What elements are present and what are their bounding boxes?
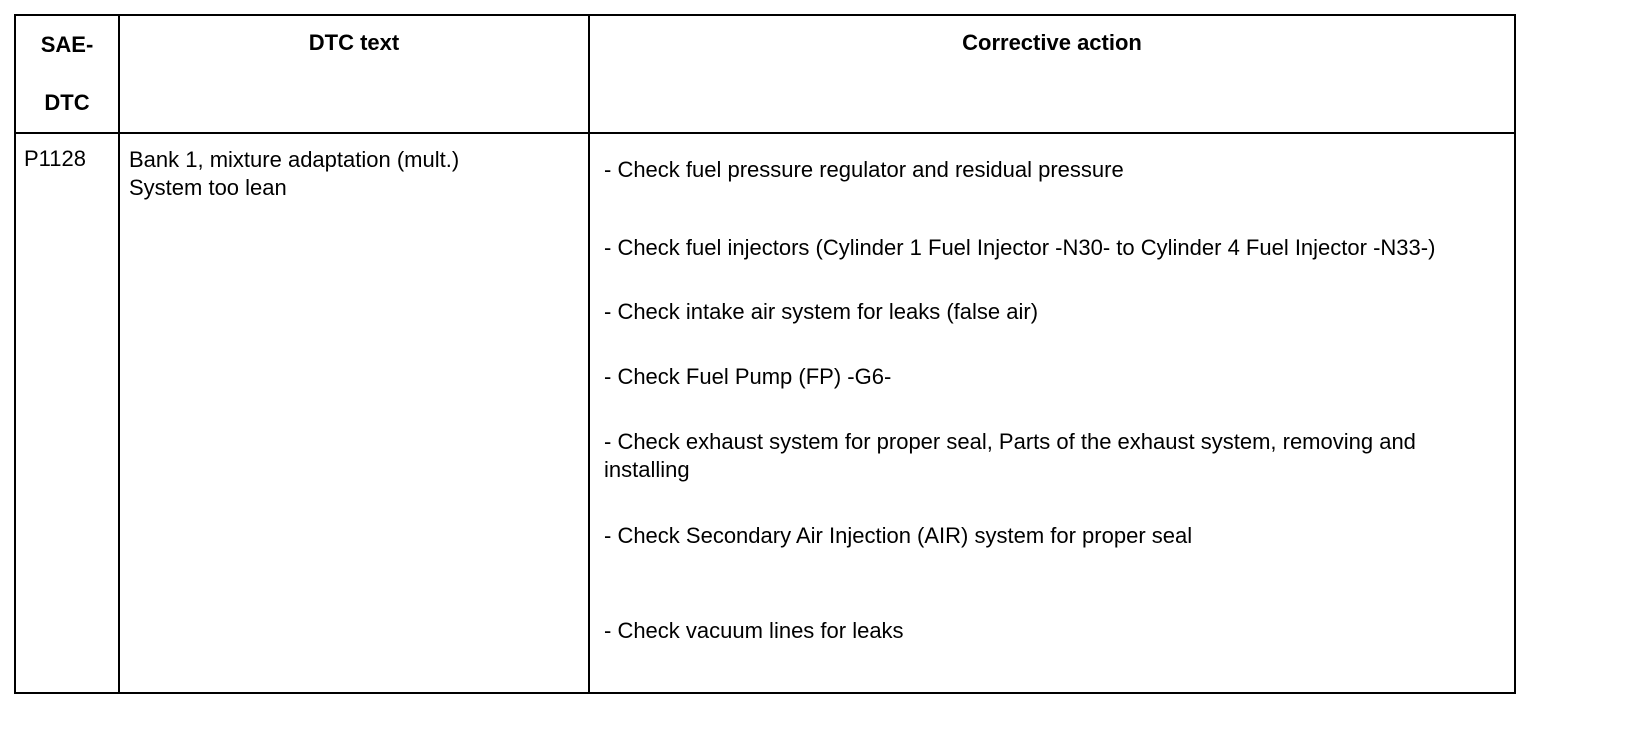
header-corrective-action: Corrective action <box>589 15 1515 133</box>
header-sae-line1: SAE- <box>40 32 94 57</box>
corrective-action-item: - Check Fuel Pump (FP) -G6- <box>604 364 892 389</box>
corrective-action-item: - Check fuel injectors (Cylinder 1 Fuel Injector -N30- to Cylinder 4 Fuel Injector -N33-) <box>604 235 1436 260</box>
corrective-action-item: - Check fuel pressure regulator and residual pressure <box>604 157 1124 182</box>
corrective-action-item: - Check intake air system for leaks (false air) <box>604 299 1039 324</box>
dtc-table <box>14 14 1516 694</box>
dtc-description-line2: System too lean <box>129 175 287 200</box>
header-dtc-text: DTC text <box>119 15 589 133</box>
corrective-action-item: - Check Secondary Air Injection (AIR) system for proper seal <box>604 523 1193 548</box>
corrective-action-item: - Check exhaust system for proper seal, Parts of the exhaust system, removing and installing <box>604 429 1416 482</box>
header-sae-line2: DTC <box>44 90 90 115</box>
header-sae-dtc <box>15 15 119 133</box>
dtc-description-line1: Bank 1, mixture adaptation (mult.) <box>129 147 460 172</box>
header-row <box>15 15 1515 133</box>
table-row <box>15 133 1515 693</box>
dtc-description <box>119 133 589 693</box>
corrective-actions <box>589 133 1515 693</box>
corrective-action-item: - Check vacuum lines for leaks <box>604 618 904 643</box>
dtc-code: P1128 <box>15 133 119 693</box>
